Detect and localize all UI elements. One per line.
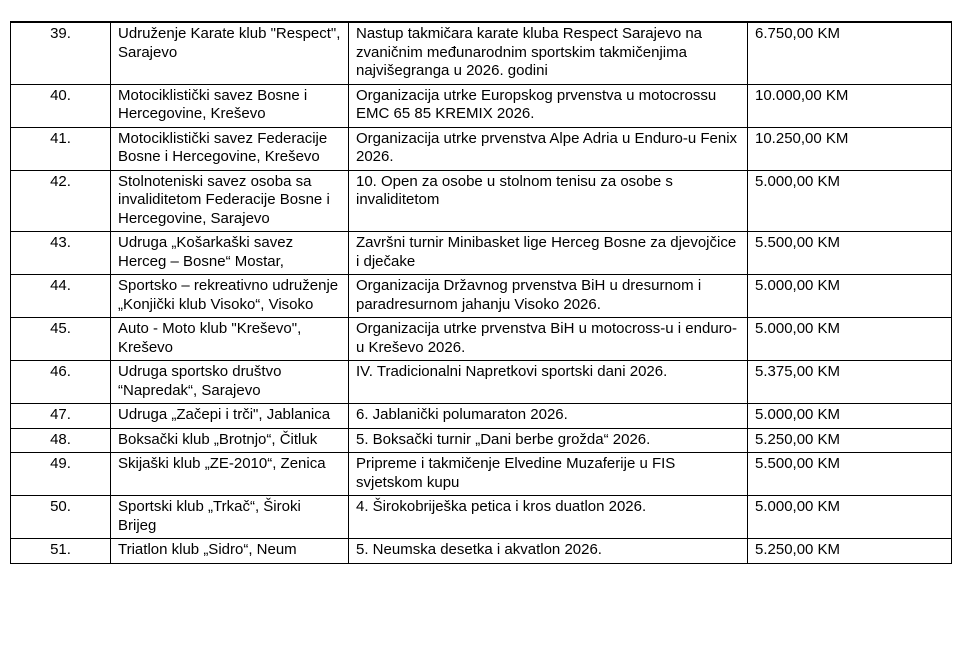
row-number-cell: 47.	[11, 404, 111, 429]
amount-cell: 5.250,00 KM	[748, 539, 952, 564]
project-cell: Organizacija Državnog prvenstva BiH u dresurnom i paradresurnom jahanju Visoko 2026.	[349, 275, 748, 318]
amount-cell: 5.375,00 KM	[748, 361, 952, 404]
grants-table	[10, 21, 952, 564]
amount-cell: 5.250,00 KM	[748, 428, 952, 453]
row-number-cell: 44.	[11, 275, 111, 318]
row-number-cell: 48.	[11, 428, 111, 453]
organization-cell: Triatlon klub „Sidro“, Neum	[111, 539, 349, 564]
table-row	[11, 275, 952, 318]
amount-cell: 5.000,00 KM	[748, 496, 952, 539]
amount-cell: 5.000,00 KM	[748, 275, 952, 318]
project-cell: Nastup takmičara karate kluba Respect Sarajevo na zvaničnim međunarodnim sportskim takmičenjima najvišegranga u 2026. godini	[349, 22, 748, 84]
table-row	[11, 127, 952, 170]
amount-cell: 5.500,00 KM	[748, 453, 952, 496]
organization-cell: Udruženje Karate klub "Respect", Sarajevo	[111, 22, 349, 84]
amount-cell: 5.000,00 KM	[748, 318, 952, 361]
project-cell: Organizacija utrke Europskog prvenstva u motocrossu EMC 65 85 KREMIX 2026.	[349, 84, 748, 127]
organization-cell: Boksački klub „Brotnjo“, Čitluk	[111, 428, 349, 453]
amount-cell: 10.250,00 KM	[748, 127, 952, 170]
table-row	[11, 318, 952, 361]
row-number-cell: 43.	[11, 232, 111, 275]
project-cell: Završni turnir Minibasket lige Herceg Bosne za djevojčice i dječake	[349, 232, 748, 275]
row-number-cell: 41.	[11, 127, 111, 170]
table-row	[11, 428, 952, 453]
project-cell: 5. Boksački turnir „Dani berbe grožda“ 2026.	[349, 428, 748, 453]
project-cell: 5. Neumska desetka i akvatlon 2026.	[349, 539, 748, 564]
table-row	[11, 404, 952, 429]
project-cell: 10. Open za osobe u stolnom tenisu za osobe s invaliditetom	[349, 170, 748, 232]
table-row	[11, 22, 952, 84]
organization-cell: Sportsko – rekreativno udruženje „Konjički klub Visoko“, Visoko	[111, 275, 349, 318]
organization-cell: Udruga sportsko društvo “Napredak“, Sarajevo	[111, 361, 349, 404]
row-number-cell: 51.	[11, 539, 111, 564]
organization-cell: Motociklistički savez Federacije Bosne i Hercegovine, Kreševo	[111, 127, 349, 170]
row-number-cell: 45.	[11, 318, 111, 361]
organization-cell: Auto - Moto klub "Kreševo", Kreševo	[111, 318, 349, 361]
organization-cell: Stolnoteniski savez osoba sa invaliditetom Federacije Bosne i Hercegovine, Sarajevo	[111, 170, 349, 232]
row-number-cell: 49.	[11, 453, 111, 496]
table-row	[11, 453, 952, 496]
table-row	[11, 361, 952, 404]
amount-cell: 5.500,00 KM	[748, 232, 952, 275]
organization-cell: Motociklistički savez Bosne i Hercegovine, Kreševo	[111, 84, 349, 127]
amount-cell: 6.750,00 KM	[748, 22, 952, 84]
project-cell: 6. Jablanički polumaraton 2026.	[349, 404, 748, 429]
row-number-cell: 50.	[11, 496, 111, 539]
amount-cell: 10.000,00 KM	[748, 84, 952, 127]
row-number-cell: 46.	[11, 361, 111, 404]
organization-cell: Sportski klub „Trkač“, Široki Brijeg	[111, 496, 349, 539]
project-cell: Pripreme i takmičenje Elvedine Muzaferije u FIS svjetskom kupu	[349, 453, 748, 496]
table-row	[11, 496, 952, 539]
table-row	[11, 232, 952, 275]
table-row	[11, 84, 952, 127]
organization-cell: Udruga „Košarkaški savez Herceg – Bosne“ Mostar,	[111, 232, 349, 275]
project-cell: Organizacija utrke prvenstva BiH u motocross-u i enduro-u Kreševo 2026.	[349, 318, 748, 361]
project-cell: Organizacija utrke prvenstva Alpe Adria u Enduro-u Fenix 2026.	[349, 127, 748, 170]
table-row	[11, 539, 952, 564]
project-cell: IV. Tradicionalni Napretkovi sportski dani 2026.	[349, 361, 748, 404]
table-row	[11, 170, 952, 232]
row-number-cell: 42.	[11, 170, 111, 232]
amount-cell: 5.000,00 KM	[748, 404, 952, 429]
row-number-cell: 40.	[11, 84, 111, 127]
amount-cell: 5.000,00 KM	[748, 170, 952, 232]
organization-cell: Udruga „Začepi i trči", Jablanica	[111, 404, 349, 429]
project-cell: 4. Širokobriješka petica i kros duatlon 2026.	[349, 496, 748, 539]
row-number-cell: 39.	[11, 22, 111, 84]
organization-cell: Skijaški klub „ZE-2010“, Zenica	[111, 453, 349, 496]
